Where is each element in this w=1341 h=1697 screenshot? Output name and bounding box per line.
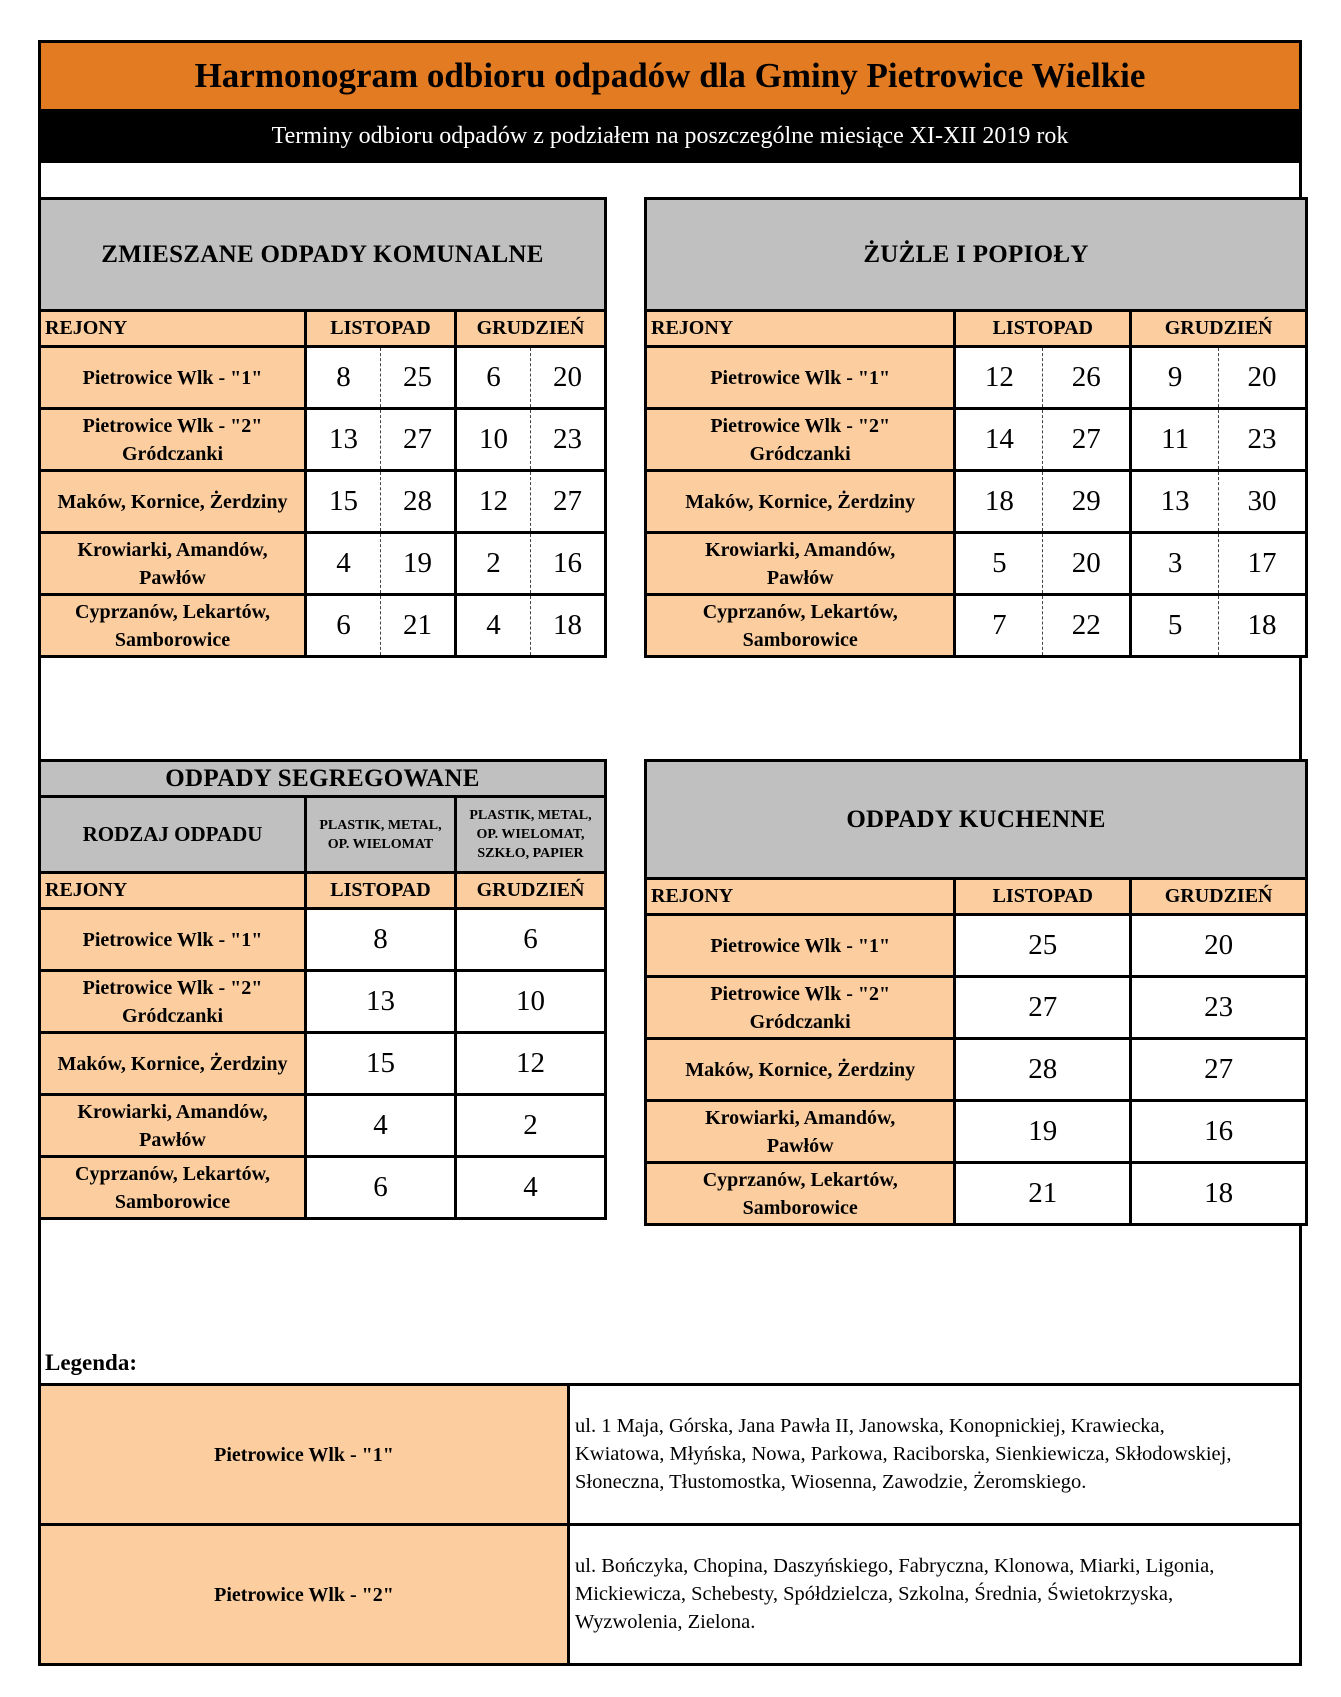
date-cell: 3 xyxy=(1131,533,1219,595)
date-cell: 15 xyxy=(306,471,381,533)
region-cell: Krowiarki, Amandów, Pawłów xyxy=(646,533,955,595)
ash-waste-table xyxy=(644,197,1308,658)
date-cell: 23 xyxy=(1131,977,1307,1039)
date-cell: 10 xyxy=(456,409,531,471)
region-cell: Pietrowice Wlk - "1" xyxy=(646,347,955,409)
region-cell: Pietrowice Wlk - "2" Gródczanki xyxy=(646,409,955,471)
date-cell: 4 xyxy=(456,1157,606,1219)
date-cell: 16 xyxy=(531,533,606,595)
date-cell: 20 xyxy=(1131,915,1307,977)
date-cell: 8 xyxy=(306,347,381,409)
region-cell: Krowiarki, Amandów, Pawłów xyxy=(40,1095,306,1157)
date-cell: 27 xyxy=(1131,1039,1307,1101)
region-cell: Pietrowice Wlk - "1" xyxy=(40,347,306,409)
date-cell: 4 xyxy=(306,1095,456,1157)
date-cell: 30 xyxy=(1219,471,1307,533)
date-cell: 13 xyxy=(1131,471,1219,533)
region-cell: Maków, Kornice, Żerdziny xyxy=(40,1033,306,1095)
date-cell: 18 xyxy=(955,471,1043,533)
kitchen-waste-title: ODPADY KUCHENNE xyxy=(646,761,1307,879)
region-cell: Krowiarki, Amandów, Pawłów xyxy=(646,1101,955,1163)
date-cell: 9 xyxy=(1131,347,1219,409)
region-cell: Pietrowice Wlk - "1" xyxy=(646,915,955,977)
segregated-waste-title: ODPADY SEGREGOWANE xyxy=(40,761,606,797)
date-cell: 11 xyxy=(1131,409,1219,471)
region-cell: Cyprzanów, Lekartów, Samborowice xyxy=(646,1163,955,1225)
date-cell: 6 xyxy=(306,1157,456,1219)
date-cell: 7 xyxy=(955,595,1043,657)
date-cell: 20 xyxy=(1043,533,1131,595)
date-cell: 2 xyxy=(456,1095,606,1157)
date-cell: 10 xyxy=(456,971,606,1033)
date-cell: 23 xyxy=(1219,409,1307,471)
date-cell: 28 xyxy=(381,471,456,533)
legend-region: Pietrowice Wlk - "1" xyxy=(40,1385,569,1525)
date-cell: 6 xyxy=(456,909,606,971)
legend-streets: ul. 1 Maja, Górska, Jana Pawła II, Janowska, Konopnickiej, Krawiecka, Kwiatowa, Młyńska, Nowa, Parkowa, Raciborska, Sienkiewicza, Skłodowskiej, Słoneczna, Tłustomostka, Wiosenna, Zawodzie, Żeromskiego. xyxy=(569,1385,1301,1525)
date-cell: 21 xyxy=(955,1163,1131,1225)
legend-region: Pietrowice Wlk - "2" xyxy=(40,1525,569,1665)
region-cell: Maków, Kornice, Żerdziny xyxy=(40,471,306,533)
waste-kind-label: RODZAJ ODPADU xyxy=(40,797,306,873)
mixed-waste-table xyxy=(38,197,604,658)
region-cell: Cyprzanów, Lekartów, Samborowice xyxy=(40,1157,306,1219)
waste-type-november: PLASTIK, METAL, OP. WIELOMAT xyxy=(306,797,456,873)
date-cell: 13 xyxy=(306,971,456,1033)
date-cell: 5 xyxy=(955,533,1043,595)
date-cell: 26 xyxy=(1043,347,1131,409)
date-cell: 16 xyxy=(1131,1101,1307,1163)
date-cell: 6 xyxy=(306,595,381,657)
date-cell: 18 xyxy=(1219,595,1307,657)
region-cell: Krowiarki, Amandów, Pawłów xyxy=(40,533,306,595)
date-cell: 5 xyxy=(1131,595,1219,657)
date-cell: 8 xyxy=(306,909,456,971)
date-cell: 17 xyxy=(1219,533,1307,595)
date-cell: 20 xyxy=(1219,347,1307,409)
page-title: Harmonogram odbioru odpadów dla Gminy Pietrowice Wielkie xyxy=(41,43,1299,109)
date-cell: 12 xyxy=(456,471,531,533)
date-cell: 25 xyxy=(955,915,1131,977)
date-cell: 27 xyxy=(531,471,606,533)
region-cell: Cyprzanów, Lekartów, Samborowice xyxy=(40,595,306,657)
date-cell: 4 xyxy=(456,595,531,657)
schedule-sheet xyxy=(38,40,1302,1658)
date-cell: 15 xyxy=(306,1033,456,1095)
date-cell: 27 xyxy=(381,409,456,471)
legend-title: Legenda: xyxy=(45,1350,137,1375)
date-cell: 18 xyxy=(1131,1163,1307,1225)
region-cell: Cyprzanów, Lekartów, Samborowice xyxy=(646,595,955,657)
legend-streets: ul. Bończyka, Chopina, Daszyńskiego, Fabryczna, Klonowa, Miarki, Ligonia, Mickiewicza, Schebesty, Spółdzielcza, Szkolna, Średnia, Świetokrzyska, Wyzwolenia, Zielona. xyxy=(569,1525,1301,1665)
date-cell: 25 xyxy=(381,347,456,409)
col-listopad: LISTOPAD xyxy=(306,311,456,347)
region-cell: Pietrowice Wlk - "1" xyxy=(40,909,306,971)
kitchen-waste-table xyxy=(644,759,1308,1226)
date-cell: 19 xyxy=(381,533,456,595)
col-listopad: LISTOPAD xyxy=(955,311,1131,347)
date-cell: 18 xyxy=(531,595,606,657)
date-cell: 27 xyxy=(1043,409,1131,471)
col-grudzien: GRUDZIEŃ xyxy=(456,311,606,347)
mixed-waste-title: ZMIESZANE ODPADY KOMUNALNE xyxy=(40,199,606,311)
col-grudzien: GRUDZIEŃ xyxy=(456,873,606,909)
col-grudzien: GRUDZIEŃ xyxy=(1131,311,1307,347)
date-cell: 19 xyxy=(955,1101,1131,1163)
date-cell: 12 xyxy=(456,1033,606,1095)
date-cell: 20 xyxy=(531,347,606,409)
col-grudzien: GRUDZIEŃ xyxy=(1131,879,1307,915)
col-listopad: LISTOPAD xyxy=(306,873,456,909)
date-cell: 29 xyxy=(1043,471,1131,533)
col-rejony: REJONY xyxy=(40,311,306,347)
page-subtitle: Terminy odbioru odpadów z podziałem na poszczególne miesiące XI-XII 2019 rok xyxy=(41,109,1299,163)
ash-waste-title: ŻUŻLE I POPIOŁY xyxy=(646,199,1307,311)
col-rejony: REJONY xyxy=(646,311,955,347)
region-cell: Pietrowice Wlk - "2" Gródczanki xyxy=(40,409,306,471)
col-rejony: REJONY xyxy=(646,879,955,915)
date-cell: 14 xyxy=(955,409,1043,471)
date-cell: 22 xyxy=(1043,595,1131,657)
date-cell: 27 xyxy=(955,977,1131,1039)
col-rejony: REJONY xyxy=(40,873,306,909)
region-cell: Pietrowice Wlk - "2" Gródczanki xyxy=(646,977,955,1039)
legend-table xyxy=(38,1383,1302,1666)
date-cell: 12 xyxy=(955,347,1043,409)
waste-type-december: PLASTIK, METAL, OP. WIELOMAT, SZKŁO, PAPIER xyxy=(456,797,606,873)
col-listopad: LISTOPAD xyxy=(955,879,1131,915)
date-cell: 28 xyxy=(955,1039,1131,1101)
segregated-waste-table xyxy=(38,759,604,1220)
date-cell: 23 xyxy=(531,409,606,471)
region-cell: Maków, Kornice, Żerdziny xyxy=(646,471,955,533)
date-cell: 2 xyxy=(456,533,531,595)
region-cell: Pietrowice Wlk - "2" Gródczanki xyxy=(40,971,306,1033)
date-cell: 21 xyxy=(381,595,456,657)
date-cell: 4 xyxy=(306,533,381,595)
region-cell: Maków, Kornice, Żerdziny xyxy=(646,1039,955,1101)
date-cell: 6 xyxy=(456,347,531,409)
date-cell: 13 xyxy=(306,409,381,471)
